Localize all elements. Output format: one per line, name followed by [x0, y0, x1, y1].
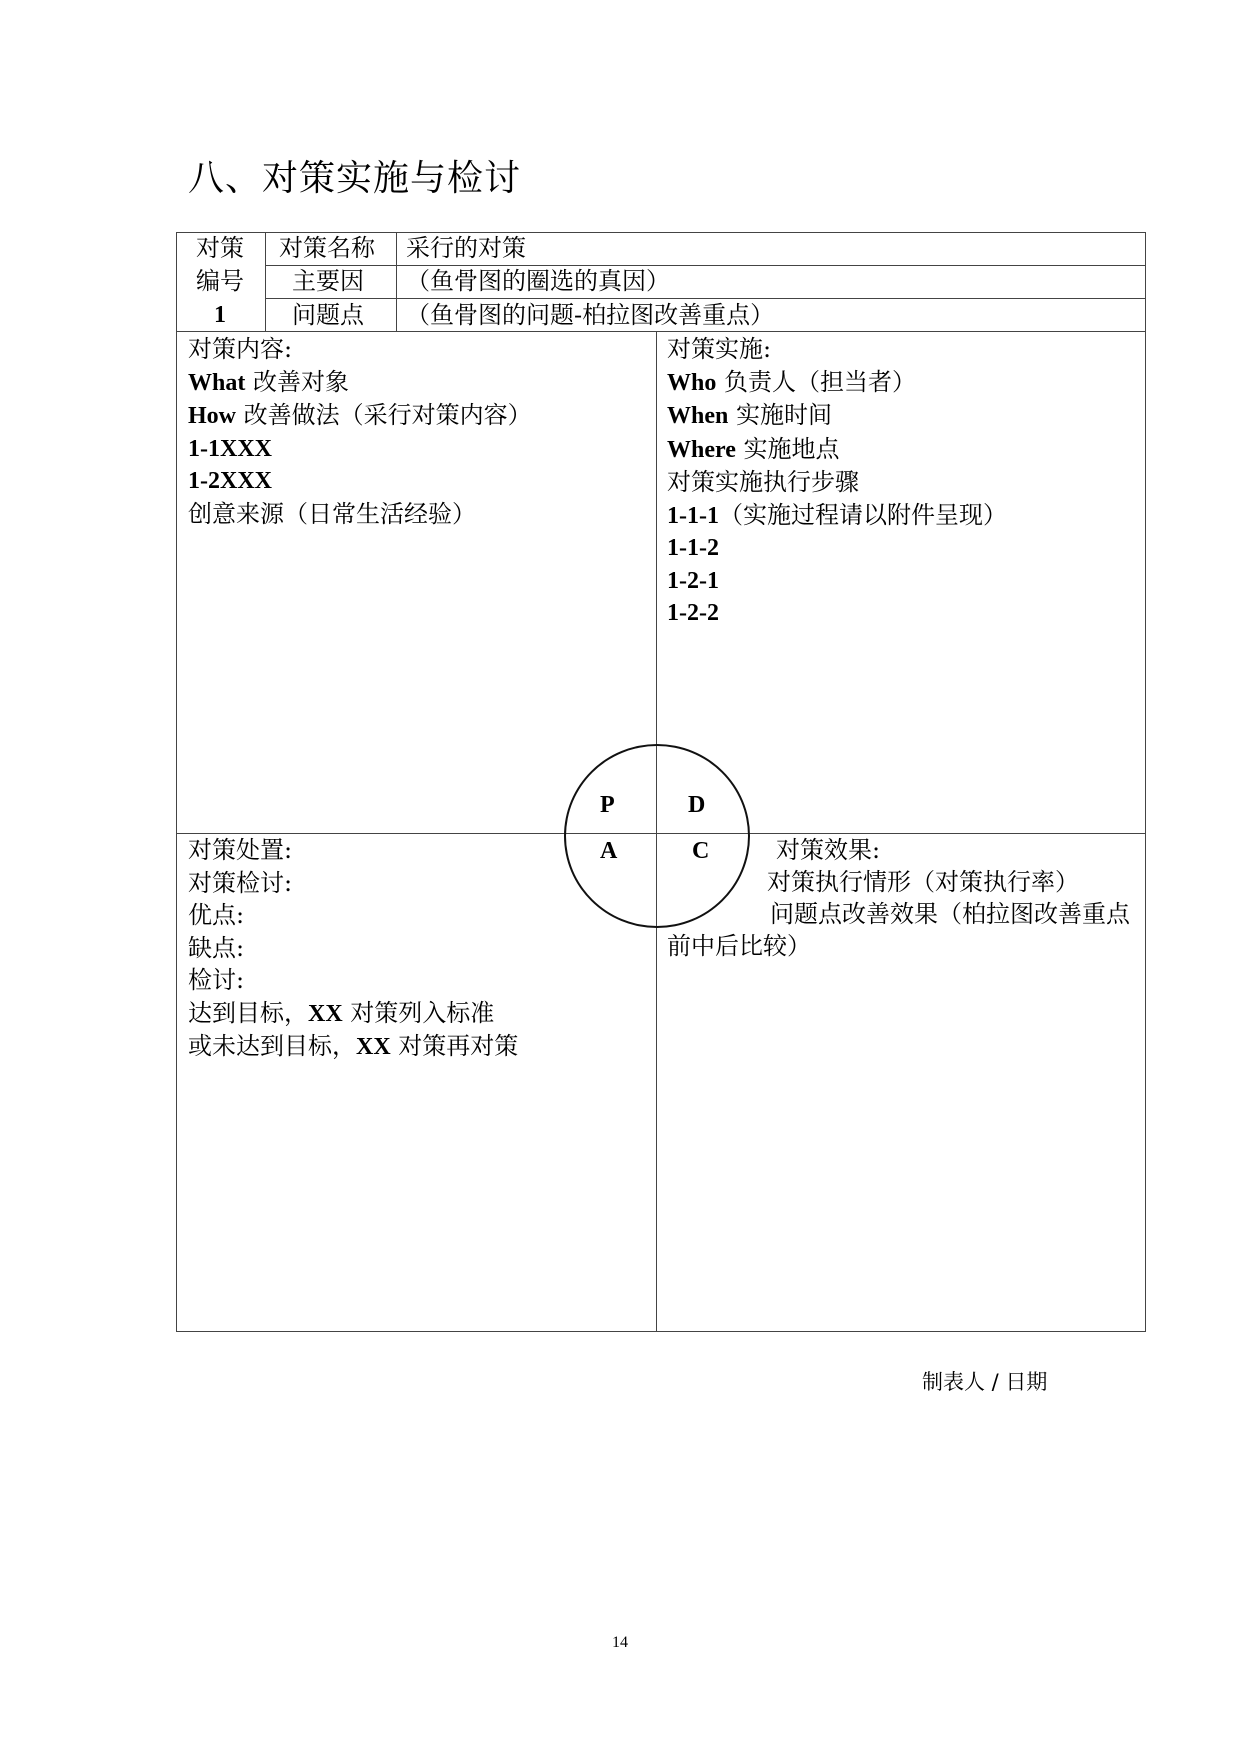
act-pros: 优点: — [188, 901, 245, 929]
act-quadrant — [188, 834, 518, 1064]
pdca-circle — [564, 744, 750, 928]
plan-heading: 对策内容: — [188, 335, 293, 363]
preparer-date: 制表人 / 日期 — [922, 1370, 1048, 1394]
page-number: 14 — [612, 1634, 628, 1651]
do-steps-heading: 对策实施执行步骤 — [667, 468, 859, 496]
countermeasure-number-label-2: 编号 — [196, 267, 244, 295]
row-label-name: 对策名称 — [279, 234, 375, 262]
check-line-improvement: 问题点改善效果（柏拉图改善重点 — [770, 900, 1130, 928]
act-review: 对策检讨: — [188, 868, 293, 897]
plan-source: 创意来源（日常生活经验） — [188, 499, 476, 528]
plan-quadrant — [188, 333, 532, 530]
do-step: 1-1-1（实施过程请以附件呈现） — [667, 500, 1007, 529]
do-where: Where 实施地点 — [667, 434, 840, 463]
pdca-letter-d: D — [688, 792, 706, 818]
header-divider — [396, 232, 397, 332]
act-cons: 缺点: — [188, 933, 245, 962]
do-step: 1-1-2 — [667, 535, 719, 561]
pdca-letter-a: A — [600, 838, 618, 864]
do-when: When 实施时间 — [667, 401, 832, 429]
header-divider — [265, 265, 1146, 266]
act-discuss: 检讨: — [188, 966, 245, 994]
check-line-execution: 对策执行情形（对策执行率） — [767, 868, 1079, 896]
countermeasure-number: 1 — [214, 302, 226, 328]
countermeasure-number-label-1: 对策 — [196, 234, 244, 262]
row-value-main-cause: （鱼骨图的圈选的真因） — [406, 267, 670, 295]
act-line-standardize: 达到目标，XX 对策列入标准 — [188, 998, 495, 1027]
plan-item: 1-2XXX — [188, 468, 272, 494]
row-value-problem: （鱼骨图的问题-柏拉图改善重点） — [406, 301, 775, 329]
do-who: Who 负责人（担当者） — [667, 367, 916, 396]
pdca-letter-c: C — [692, 838, 710, 864]
check-line-comparison: 前中后比较） — [667, 932, 811, 960]
do-step: 1-2-1 — [667, 567, 719, 594]
row-label-problem: 问题点 — [292, 301, 364, 329]
plan-what: What 改善对象 — [188, 367, 349, 396]
do-quadrant — [667, 333, 1007, 630]
row-label-main-cause: 主要因 — [292, 267, 364, 295]
act-heading: 对策处置: — [188, 836, 293, 864]
plan-item: 1-1XXX — [188, 435, 272, 462]
header-divider — [265, 232, 266, 332]
row-value-name: 采行的对策 — [406, 234, 526, 262]
do-step: 1-2-2 — [667, 600, 719, 626]
act-line-recountermeasure: 或未达到目标，XX 对策再对策 — [188, 1032, 519, 1060]
plan-how: How 改善做法（采行对策内容） — [188, 401, 532, 429]
pdca-letter-p: P — [600, 792, 615, 818]
check-heading: 对策效果: — [776, 836, 881, 864]
page-title: 八、对策实施与检讨 — [188, 158, 522, 199]
do-heading: 对策实施: — [667, 335, 772, 363]
